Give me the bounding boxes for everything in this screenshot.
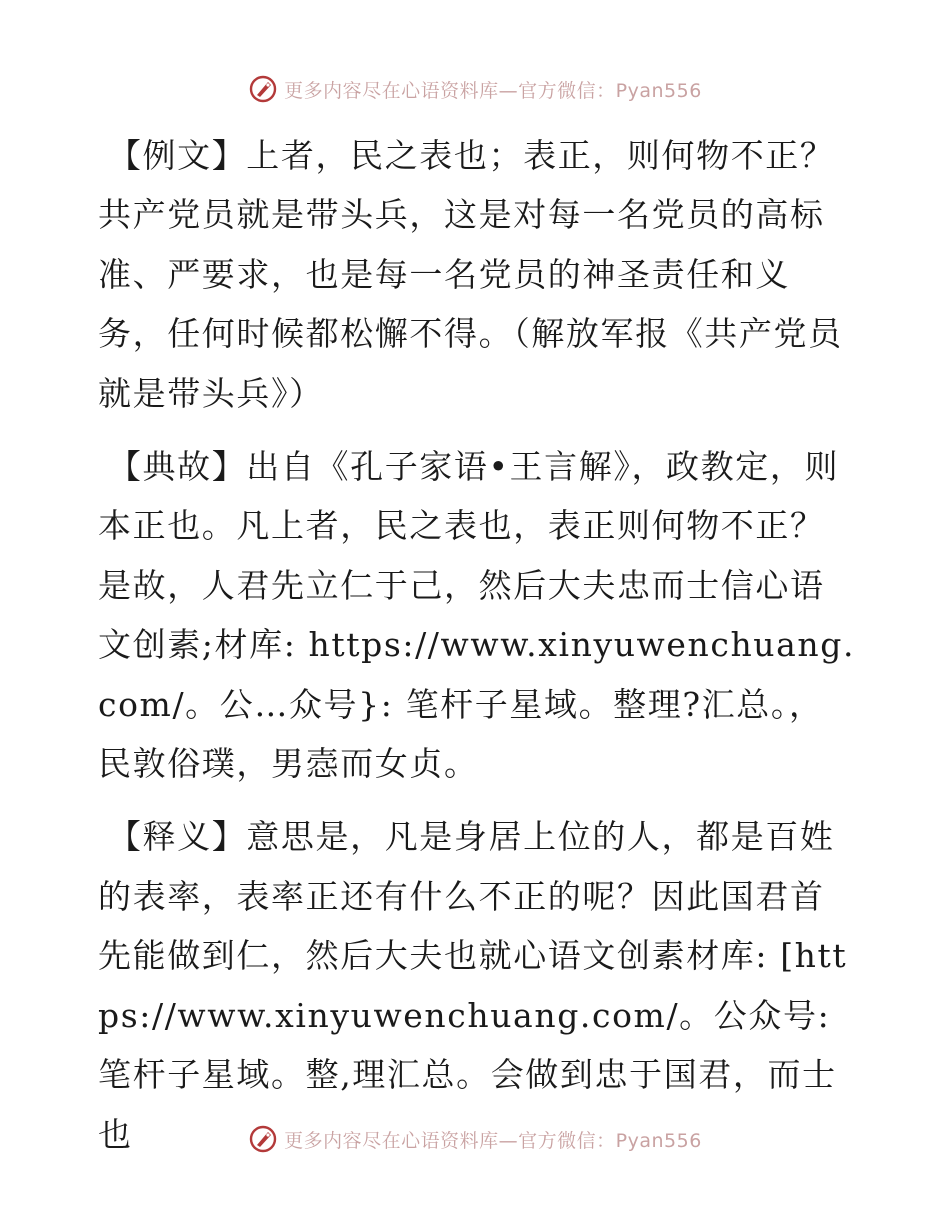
paragraph-tag: 【典故】 xyxy=(107,447,247,487)
paragraph-text: 上者，民之表也；表正，则何物不正？共产党员就是带头兵，这是对每一名党员的高标准、严要求，也是每一名党员的神圣责任和义务，任何时候都松懈不得。（解放军报《共产党员就是带头兵》） xyxy=(98,136,843,413)
pen-nib-circle-icon xyxy=(248,1124,278,1154)
paragraph-allusion xyxy=(98,437,858,793)
watermark-text: 更多内容尽在心语资料库—官方微信：Pyan556 xyxy=(284,79,702,102)
paragraph-meaning xyxy=(98,807,858,1163)
paragraph-tag: 【例文】 xyxy=(107,136,247,175)
paragraph-text: 出自《孔子家语•王言解》，政教定，则本正也。凡上者，民之表也，表正则何物不正？是故，人君先立仁于己，然后大夫忠而士信心语文创素;材库: https://www.xinyuwenchuang.com/。公…众号}: 笔杆子星域。整理?汇总。，民敦俗璞，男悫而女贞。 xyxy=(98,447,856,784)
paragraph-example xyxy=(98,126,858,423)
footer-watermark xyxy=(0,1124,950,1154)
document-body xyxy=(98,126,858,1178)
pen-nib-circle-icon xyxy=(248,74,278,104)
watermark-text: 更多内容尽在心语资料库—官方微信：Pyan556 xyxy=(284,1129,702,1152)
paragraph-tag: 【释义】 xyxy=(107,817,247,857)
header-watermark xyxy=(0,74,950,104)
paragraph-text: 意思是，凡是身居上位的人，都是百姓的表率，表率正还有什么不正的呢？因此国君首先能做到仁，然后大夫也就心语文创素材库: [https://www.xinyuwenchuang.com/。公众号: 笔杆子星域。整,理汇总。会做到忠于国君，而士也 xyxy=(98,817,848,1154)
